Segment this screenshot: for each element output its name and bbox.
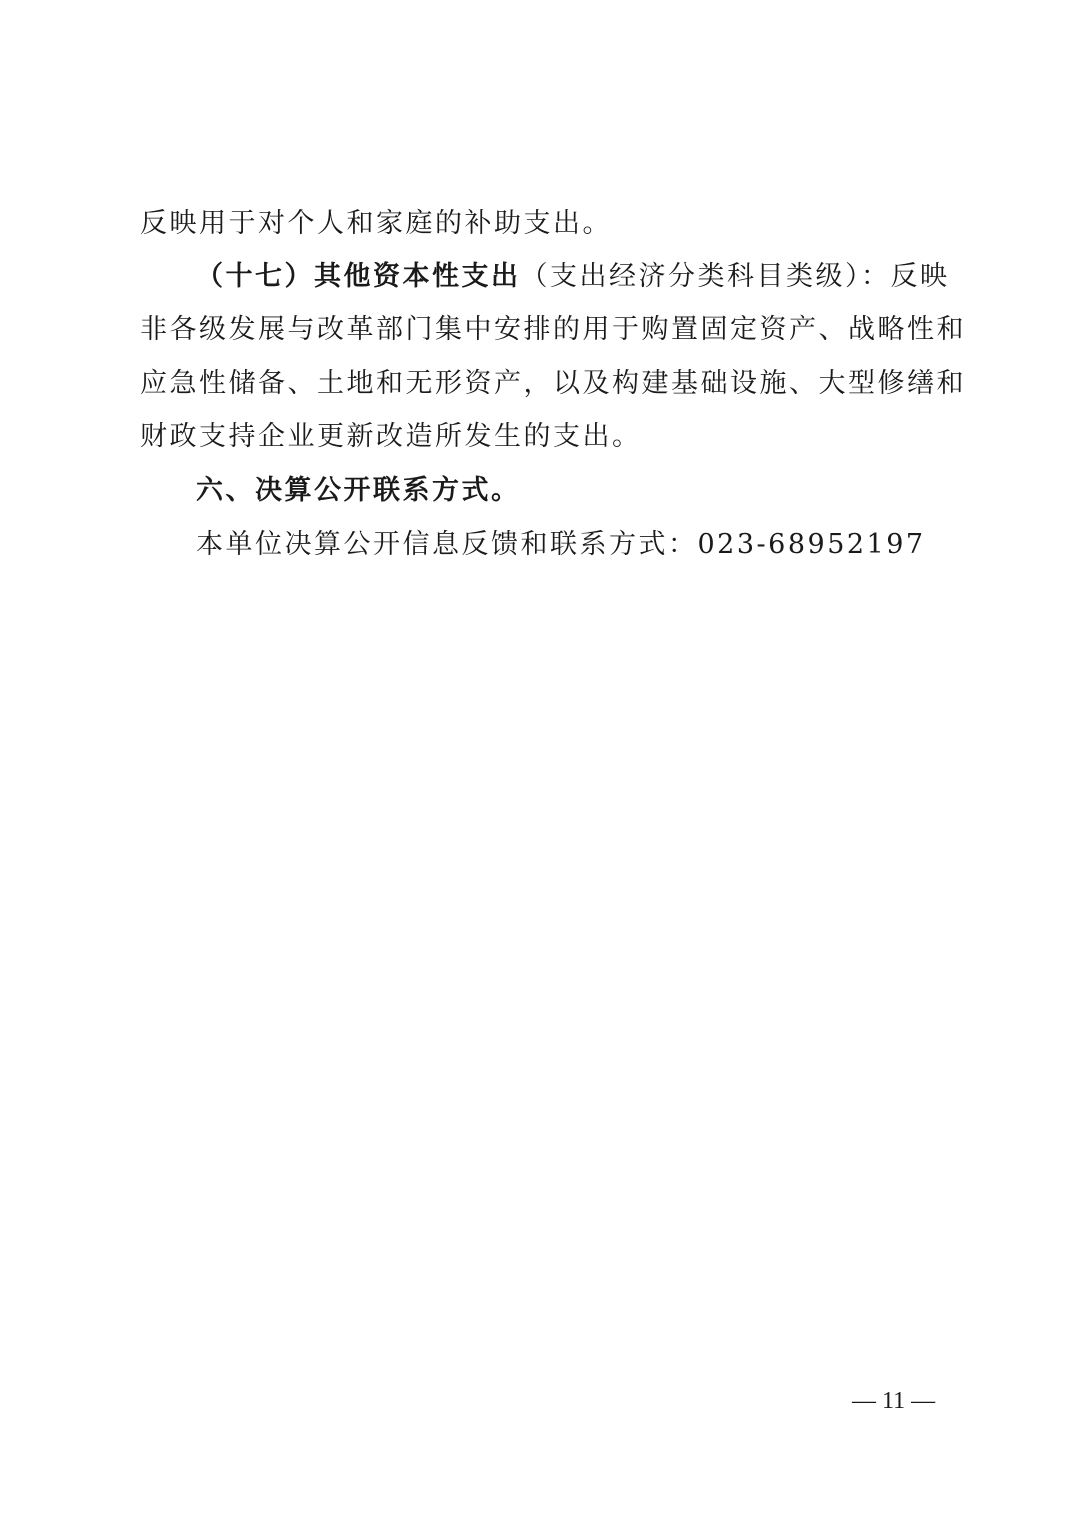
paragraph-line	[196, 260, 996, 294]
paragraph-line: 反映用于对个人和家庭的补助支出。	[140, 208, 612, 239]
item-heading: （十七）其他资本性支出	[196, 261, 521, 292]
paragraph-line: 财政支持企业更新改造所发生的支出。	[140, 421, 642, 452]
paragraph-line: 应急性储备、土地和无形资产，以及构建基础设施、大型修缮和	[140, 368, 966, 399]
paragraph-line: 非各级发展与改革部门集中安排的用于购置固定资产、战略性和	[140, 314, 966, 345]
section-heading: 六、决算公开联系方式。	[196, 475, 521, 506]
contact-line: 本单位决算公开信息反馈和联系方式：023-68952197	[196, 529, 926, 560]
page-number: — 11 —	[852, 1388, 936, 1414]
item-heading-rest: （支出经济分类科目类级）：反映	[520, 261, 950, 292]
